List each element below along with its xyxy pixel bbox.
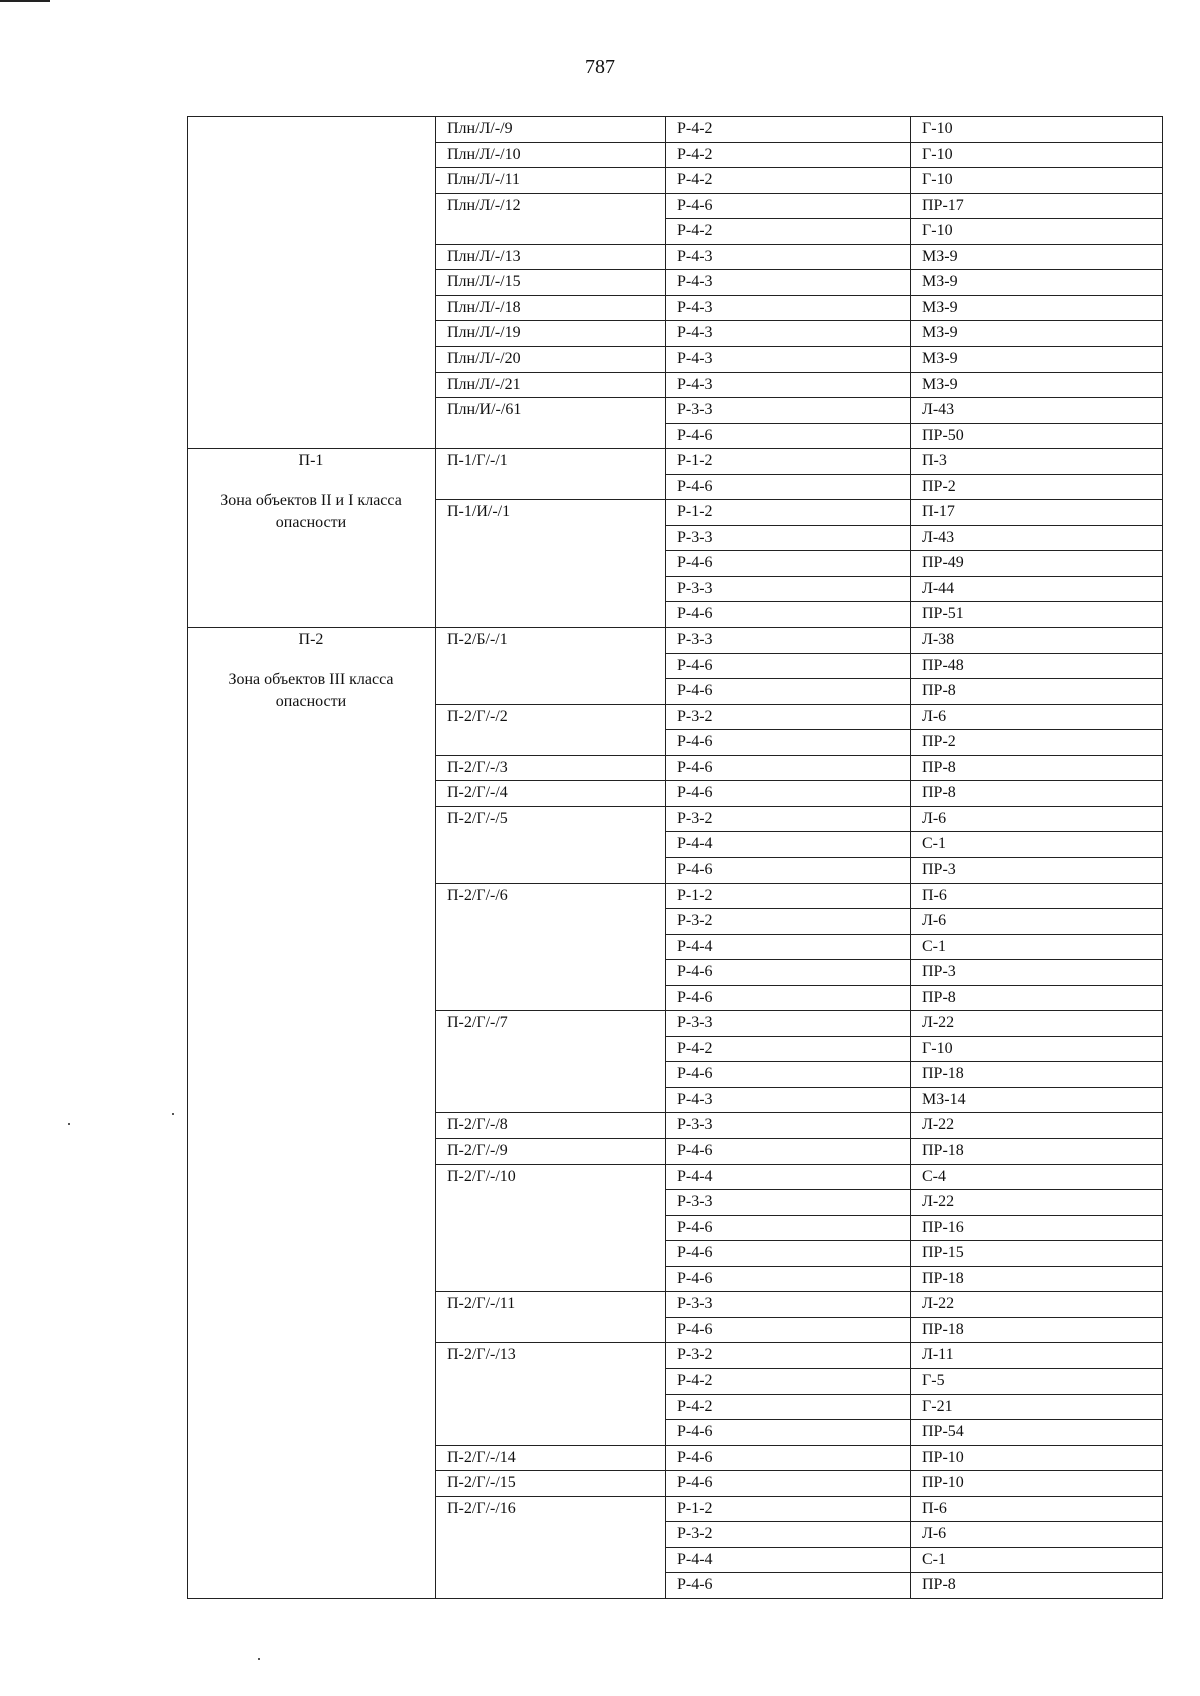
- restriction-code: ПР-2: [922, 733, 956, 750]
- restriction-code: Г-5: [922, 1372, 945, 1389]
- restriction-code: П-6: [922, 887, 947, 904]
- regulation-code: Р-4-2: [677, 171, 713, 188]
- regulation-code: Р-3-3: [677, 1193, 713, 1210]
- regulation-code: Р-1-2: [677, 1500, 713, 1517]
- row-rule: [665, 1189, 1163, 1190]
- restriction-code: Л-11: [922, 1346, 954, 1363]
- regulation-code: Р-3-2: [677, 708, 713, 725]
- row-rule: [665, 1368, 1163, 1369]
- regulation-code: Р-4-6: [677, 478, 713, 495]
- regulation-code: Р-4-2: [677, 222, 713, 239]
- object-id: Плн/Л/-/20: [447, 350, 521, 367]
- object-id: П-2/Г/-/8: [447, 1116, 508, 1133]
- restriction-code: Л-6: [922, 1525, 947, 1542]
- object-id: Плн/Л/-/11: [447, 171, 521, 188]
- regulation-code: Р-4-6: [677, 657, 713, 674]
- regulation-code: Р-4-4: [677, 835, 713, 852]
- regulation-code: Р-3-3: [677, 529, 713, 546]
- restriction-code: МЗ-9: [922, 248, 958, 265]
- object-id: П-2/Б/-/1: [447, 631, 508, 648]
- object-id: Плн/Л/-/10: [447, 146, 521, 163]
- restriction-code: Л-6: [922, 912, 947, 929]
- row-rule: [665, 831, 1163, 832]
- regulation-code: Р-4-6: [677, 427, 713, 444]
- object-id: П-2/Г/-/9: [447, 1142, 508, 1159]
- regulation-code: Р-3-3: [677, 1014, 713, 1031]
- restriction-code: Г-21: [922, 1398, 953, 1415]
- row-rule: [665, 1419, 1163, 1420]
- restriction-code: С-1: [922, 1551, 946, 1568]
- row-rule: [665, 908, 1163, 909]
- regulation-code: Р-3-3: [677, 401, 713, 418]
- restriction-code: С-1: [922, 835, 946, 852]
- regulation-code: Р-4-2: [677, 120, 713, 137]
- regulation-code: Р-3-2: [677, 912, 713, 929]
- object-id: П-2/Г/-/16: [447, 1500, 516, 1517]
- object-id: П-2/Г/-/7: [447, 1014, 508, 1031]
- row-rule: [665, 883, 1163, 884]
- restriction-code: МЗ-14: [922, 1091, 966, 1108]
- row-rule: [665, 653, 1163, 654]
- restriction-code: ПР-51: [922, 605, 964, 622]
- row-rule: [665, 167, 1163, 168]
- object-id: Плн/Л/-/21: [447, 376, 521, 393]
- table-vertical-rule: [435, 116, 436, 1598]
- row-rule: [665, 627, 1163, 628]
- object-id: Плн/Л/-/19: [447, 324, 521, 341]
- regulation-code: Р-3-3: [677, 631, 713, 648]
- regulation-code: Р-1-2: [677, 887, 713, 904]
- regulation-code: Р-4-6: [677, 989, 713, 1006]
- restriction-code: Л-38: [922, 631, 955, 648]
- regulation-code: Р-4-6: [677, 1576, 713, 1593]
- regulation-code: Р-4-6: [677, 1219, 713, 1236]
- scan-corner-mark: [0, 0, 50, 2]
- object-id: П-1/И/-/1: [447, 503, 511, 520]
- restriction-code: ПР-3: [922, 861, 956, 878]
- regulation-code: Р-4-2: [677, 1372, 713, 1389]
- object-id: П-2/Г/-/3: [447, 759, 508, 776]
- zoning-table: [187, 116, 1162, 1599]
- restriction-code: ПР-10: [922, 1449, 964, 1466]
- restriction-code: МЗ-9: [922, 299, 958, 316]
- regulation-code: Р-4-3: [677, 350, 713, 367]
- object-id: Плн/Л/-/9: [447, 120, 513, 137]
- object-id: П-2/Г/-/14: [447, 1449, 516, 1466]
- row-rule: [665, 1087, 1163, 1088]
- restriction-code: ПР-8: [922, 1576, 956, 1593]
- row-rule: [665, 142, 1163, 143]
- restriction-code: ПР-15: [922, 1244, 964, 1261]
- regulation-code: Р-4-6: [677, 1270, 713, 1287]
- row-rule: [665, 1291, 1163, 1292]
- row-rule: [665, 295, 1163, 296]
- restriction-code: МЗ-9: [922, 350, 958, 367]
- restriction-code: С-1: [922, 938, 946, 955]
- scan-speck: [68, 1123, 70, 1125]
- row-rule: [665, 576, 1163, 577]
- restriction-code: ПР-8: [922, 682, 956, 699]
- row-rule: [665, 1317, 1163, 1318]
- regulation-code: Р-4-2: [677, 1398, 713, 1415]
- restriction-code: П-17: [922, 503, 955, 520]
- row-rule: [665, 601, 1163, 602]
- restriction-code: Г-10: [922, 222, 953, 239]
- regulation-code: Р-4-6: [677, 1142, 713, 1159]
- regulation-code: Р-4-4: [677, 938, 713, 955]
- regulation-code: Р-4-4: [677, 1551, 713, 1568]
- regulation-code: Р-4-6: [677, 861, 713, 878]
- regulation-code: Р-4-6: [677, 1474, 713, 1491]
- zone-rule: [187, 448, 435, 449]
- object-id: П-2/Г/-/13: [447, 1346, 516, 1363]
- row-rule: [665, 1215, 1163, 1216]
- object-id: П-2/Г/-/15: [447, 1474, 516, 1491]
- row-rule: [665, 1445, 1163, 1446]
- row-rule: [665, 320, 1163, 321]
- regulation-code: Р-4-3: [677, 273, 713, 290]
- table-top-rule: [187, 116, 1163, 117]
- row-rule: [665, 704, 1163, 705]
- row-rule: [665, 1394, 1163, 1395]
- restriction-code: Г-10: [922, 146, 953, 163]
- regulation-code: Р-4-6: [677, 605, 713, 622]
- row-rule: [665, 1572, 1163, 1573]
- restriction-code: ПР-48: [922, 657, 964, 674]
- object-id: Плн/Л/-/15: [447, 273, 521, 290]
- row-rule: [665, 1240, 1163, 1241]
- restriction-code: ПР-10: [922, 1474, 964, 1491]
- regulation-code: Р-4-6: [677, 682, 713, 699]
- zone-code: П-2: [298, 631, 324, 648]
- row-rule: [665, 1036, 1163, 1037]
- regulation-code: Р-4-6: [677, 554, 713, 571]
- row-rule: [665, 678, 1163, 679]
- table-vertical-rule: [187, 116, 188, 1598]
- scan-speck: [258, 1658, 260, 1660]
- row-rule: [665, 397, 1163, 398]
- regulation-code: Р-4-6: [677, 759, 713, 776]
- regulation-code: Р-4-6: [677, 1244, 713, 1261]
- row-rule: [665, 1138, 1163, 1139]
- row-rule: [665, 346, 1163, 347]
- row-rule: [665, 474, 1163, 475]
- restriction-code: ПР-16: [922, 1219, 964, 1236]
- row-rule: [665, 244, 1163, 245]
- row-rule: [665, 1164, 1163, 1165]
- row-rule: [665, 1521, 1163, 1522]
- restriction-code: С-4: [922, 1168, 946, 1185]
- zone-rule: [187, 627, 435, 628]
- restriction-code: П-3: [922, 452, 947, 469]
- restriction-code: П-6: [922, 1500, 947, 1517]
- object-id: П-2/Г/-/11: [447, 1295, 516, 1312]
- restriction-code: Л-22: [922, 1014, 955, 1031]
- row-rule: [665, 780, 1163, 781]
- row-rule: [665, 423, 1163, 424]
- row-rule: [665, 1266, 1163, 1267]
- object-id: Плн/И/-/61: [447, 401, 522, 418]
- regulation-code: Р-4-2: [677, 146, 713, 163]
- regulation-code: Р-3-3: [677, 1116, 713, 1133]
- row-rule: [665, 959, 1163, 960]
- restriction-code: Л-22: [922, 1116, 955, 1133]
- row-rule: [665, 1061, 1163, 1062]
- regulation-code: Р-4-6: [677, 1423, 713, 1440]
- object-id: П-2/Г/-/6: [447, 887, 508, 904]
- restriction-code: МЗ-9: [922, 376, 958, 393]
- regulation-code: Р-1-2: [677, 503, 713, 520]
- row-rule: [665, 985, 1163, 986]
- regulation-code: Р-4-3: [677, 299, 713, 316]
- regulation-code: Р-4-6: [677, 784, 713, 801]
- restriction-code: ПР-18: [922, 1142, 964, 1159]
- object-id: П-1/Г/-/1: [447, 452, 508, 469]
- row-rule: [665, 934, 1163, 935]
- restriction-code: Г-10: [922, 1040, 953, 1057]
- object-id: Плн/Л/-/13: [447, 248, 521, 265]
- restriction-code: ПР-2: [922, 478, 956, 495]
- object-id: П-2/Г/-/5: [447, 810, 508, 827]
- restriction-code: Г-10: [922, 171, 953, 188]
- row-rule: [665, 499, 1163, 500]
- row-rule: [665, 755, 1163, 756]
- row-rule: [665, 525, 1163, 526]
- table-bottom-rule: [187, 1598, 1163, 1599]
- row-rule: [665, 218, 1163, 219]
- row-rule: [665, 1496, 1163, 1497]
- restriction-code: ПР-8: [922, 989, 956, 1006]
- restriction-code: ПР-8: [922, 784, 956, 801]
- regulation-code: Р-4-4: [677, 1168, 713, 1185]
- object-id: Плн/Л/-/18: [447, 299, 521, 316]
- regulation-code: Р-4-6: [677, 733, 713, 750]
- regulation-code: Р-4-6: [677, 1065, 713, 1082]
- row-rule: [665, 1547, 1163, 1548]
- regulation-code: Р-4-6: [677, 963, 713, 980]
- scan-speck: [172, 1113, 174, 1115]
- restriction-code: ПР-50: [922, 427, 964, 444]
- restriction-code: ПР-18: [922, 1270, 964, 1287]
- regulation-code: Р-3-2: [677, 1525, 713, 1542]
- zone-code: П-1: [298, 452, 324, 469]
- regulation-code: Р-4-3: [677, 248, 713, 265]
- row-rule: [665, 193, 1163, 194]
- regulation-code: Р-3-2: [677, 810, 713, 827]
- restriction-code: Л-43: [922, 401, 955, 418]
- restriction-code: ПР-8: [922, 759, 956, 776]
- restriction-code: Л-22: [922, 1295, 955, 1312]
- restriction-code: Г-10: [922, 120, 953, 137]
- row-rule: [665, 1470, 1163, 1471]
- row-rule: [665, 857, 1163, 858]
- regulation-code: Р-4-3: [677, 1091, 713, 1108]
- regulation-code: Р-4-6: [677, 1321, 713, 1338]
- row-rule: [665, 1342, 1163, 1343]
- regulation-code: Р-1-2: [677, 452, 713, 469]
- regulation-code: Р-3-2: [677, 1346, 713, 1363]
- row-rule: [665, 1010, 1163, 1011]
- restriction-code: Л-6: [922, 708, 947, 725]
- restriction-code: ПР-3: [922, 963, 956, 980]
- object-id: П-2/Г/-/4: [447, 784, 508, 801]
- restriction-code: ПР-54: [922, 1423, 964, 1440]
- object-id: П-2/Г/-/10: [447, 1168, 516, 1185]
- row-rule: [665, 269, 1163, 270]
- restriction-code: МЗ-9: [922, 324, 958, 341]
- object-id: П-2/Г/-/2: [447, 708, 508, 725]
- zone-name: Зона объектов II и I класса опасности: [220, 492, 402, 531]
- object-id: Плн/Л/-/12: [447, 197, 521, 214]
- regulation-code: Р-4-6: [677, 1449, 713, 1466]
- restriction-code: ПР-18: [922, 1321, 964, 1338]
- regulation-code: Р-4-6: [677, 197, 713, 214]
- regulation-code: Р-4-3: [677, 324, 713, 341]
- regulation-code: Р-3-3: [677, 580, 713, 597]
- row-rule: [665, 448, 1163, 449]
- zone-name: Зона объектов III класса опасности: [228, 671, 394, 710]
- restriction-code: ПР-49: [922, 554, 964, 571]
- restriction-code: Л-22: [922, 1193, 955, 1210]
- page-number: 787: [585, 56, 615, 78]
- restriction-code: МЗ-9: [922, 273, 958, 290]
- row-rule: [665, 729, 1163, 730]
- restriction-code: Л-6: [922, 810, 947, 827]
- regulation-code: Р-4-3: [677, 376, 713, 393]
- row-rule: [665, 806, 1163, 807]
- restriction-code: ПР-17: [922, 197, 964, 214]
- regulation-code: Р-3-3: [677, 1295, 713, 1312]
- restriction-code: Л-43: [922, 529, 955, 546]
- row-rule: [665, 550, 1163, 551]
- restriction-code: ПР-18: [922, 1065, 964, 1082]
- row-rule: [665, 1112, 1163, 1113]
- restriction-code: Л-44: [922, 580, 955, 597]
- row-rule: [665, 372, 1163, 373]
- regulation-code: Р-4-2: [677, 1040, 713, 1057]
